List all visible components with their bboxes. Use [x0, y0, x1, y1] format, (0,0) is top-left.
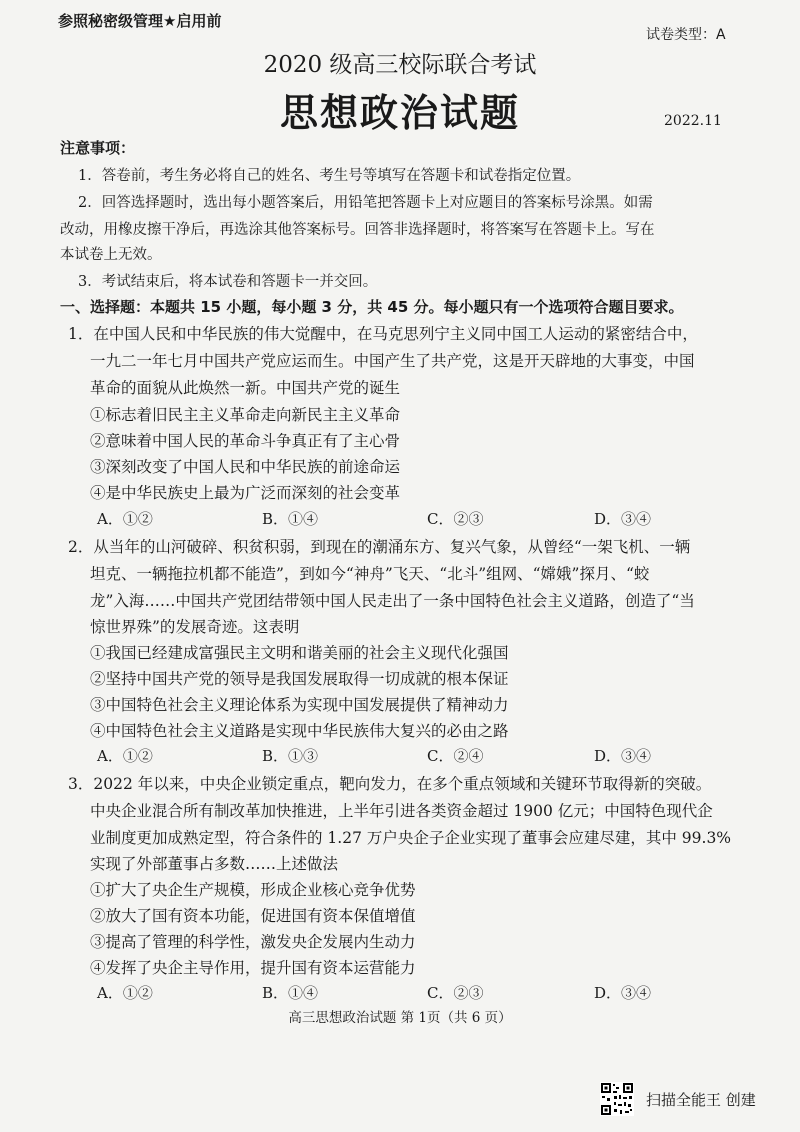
- q3-option-b: B．①④: [262, 984, 319, 1002]
- q2-stem-line1: 2．从当年的山河破碎、积贫积弱，到现在的潮涌东方、复兴气象，从曾经“一架飞机、一辆: [68, 538, 691, 556]
- q2-stem-line2: 坦克、一辆拖拉机都不能造”，到如今“神舟”飞天、“北斗”组网、“嫦娥”探月、“蛟: [90, 565, 650, 583]
- q1-stem-line3: 革命的面貌从此焕然一新。中国共产党的诞生: [90, 379, 401, 397]
- paper-type: 试卷类型：A: [646, 27, 726, 43]
- q2-statement-3: ③中国特色社会主义理论体系为实现中国发展提供了精神动力: [90, 696, 509, 714]
- exam-title: 2020 级高三校际联合考试: [263, 52, 537, 78]
- q3-statement-1: ①扩大了央企生产规模，形成企业核心竞争优势: [90, 881, 416, 899]
- q2-option-d: D．③④: [594, 747, 652, 765]
- q3-stem-line3: 业制度更加成熟定型，符合条件的 1.27 万户央企子企业实现了董事会应建尽建，其中 99.3%: [90, 829, 732, 847]
- q3-stem-line4: 实现了外部董事占多数……上述做法: [90, 855, 339, 873]
- q3-option-a: A．①②: [97, 984, 153, 1002]
- notice-item-1: 1．答卷前，考生务必将自己的姓名、考生号等填写在答题卡和试卷指定位置。: [78, 168, 581, 184]
- notice-item-2-cont: 改动，用橡皮擦干净后，再选涂其他答案标号。回答非选择题时，将答案写在答题卡上。写在: [60, 222, 655, 238]
- q1-statement-1: ①标志着旧民主主义革命走向新民主主义革命: [90, 406, 401, 424]
- notice-item-2: 2．回答选择题时，选出每小题答案后，用铅笔把答题卡上对应题目的答案标号涂黑。如需: [78, 195, 653, 211]
- qr-code-icon: [600, 1082, 634, 1116]
- q3-stem-line2: 中央企业混合所有制改革加快推进，上半年引进各类资金超过 1900 亿元；中国特色现代企: [90, 802, 713, 820]
- q1-option-d: D．③④: [594, 510, 652, 528]
- q2-option-b: B．①③: [262, 747, 319, 765]
- q3-statement-3: ③提高了管理的科学性，激发央企发展内生动力: [90, 933, 416, 951]
- q3-statement-2: ②放大了国有资本功能，促进国有资本保值增值: [90, 907, 416, 925]
- q1-stem-line2: 一九二一年七月中国共产党应运而生。中国产生了共产党，这是开天辟地的大事变，中国: [90, 352, 695, 370]
- q2-option-c: C．②④: [427, 747, 484, 765]
- q1-option-c: C．②③: [427, 510, 484, 528]
- q2-stem-line4: 惊世界殊”的发展奇迹。这表明: [90, 618, 300, 636]
- q3-statement-4: ④发挥了央企主导作用，提升国有资本运营能力: [90, 959, 416, 977]
- q2-option-a: A．①②: [97, 747, 153, 765]
- q1-statement-2: ②意味着中国人民的革命斗争真正有了主心骨: [90, 432, 401, 450]
- exam-date: 2022.11: [664, 113, 722, 129]
- q3-stem-line1: 3．2022 年以来，中央企业锁定重点，靶向发力，在多个重点领域和关键环节取得新的突破。: [68, 775, 712, 793]
- confidential-label: 参照秘密级管理★启用前: [58, 12, 222, 30]
- page-footer: 高三思想政治试题 第 1页（共 6 页）: [288, 1010, 512, 1026]
- q2-statement-4: ④中国特色社会主义道路是实现中华民族伟大复兴的必由之路: [90, 722, 509, 740]
- q2-statement-2: ②坚持中国共产党的领导是我国发展取得一切成就的根本保证: [90, 670, 509, 688]
- notice-heading: 注意事项：: [60, 139, 136, 157]
- q2-statement-1: ①我国已经建成富强民主文明和谐美丽的社会主义现代化强国: [90, 644, 509, 662]
- subject-title: 思想政治试题: [279, 90, 520, 135]
- q3-option-c: C．②③: [427, 984, 484, 1002]
- notice-item-3: 3．考试结束后，将本试卷和答题卡一并交回。: [78, 274, 378, 290]
- notice-item-2-end: 本试卷上无效。: [60, 247, 162, 263]
- q1-option-b: B．①④: [262, 510, 319, 528]
- q1-statement-3: ③深刻改变了中国人民和中华民族的前途命运: [90, 458, 401, 476]
- q3-option-d: D．③④: [594, 984, 652, 1002]
- scanner-watermark: 扫描全能王 创建: [646, 1091, 756, 1109]
- q1-option-a: A．①②: [97, 510, 153, 528]
- q1-statement-4: ④是中华民族史上最为广泛而深刻的社会变革: [90, 484, 401, 502]
- q2-stem-line3: 龙”入海……中国共产党团结带领中国人民走出了一条中国特色社会主义道路，创造了“当: [90, 592, 695, 610]
- q1-stem-line1: 1．在中国人民和中华民族的伟大觉醒中，在马克思列宁主义同中国工人运动的紧密结合中，: [68, 325, 698, 343]
- section-heading: 一、选择题：本题共 15 小题，每小题 3 分，共 45 分。每小题只有一个选项符合题目要求。: [60, 298, 684, 316]
